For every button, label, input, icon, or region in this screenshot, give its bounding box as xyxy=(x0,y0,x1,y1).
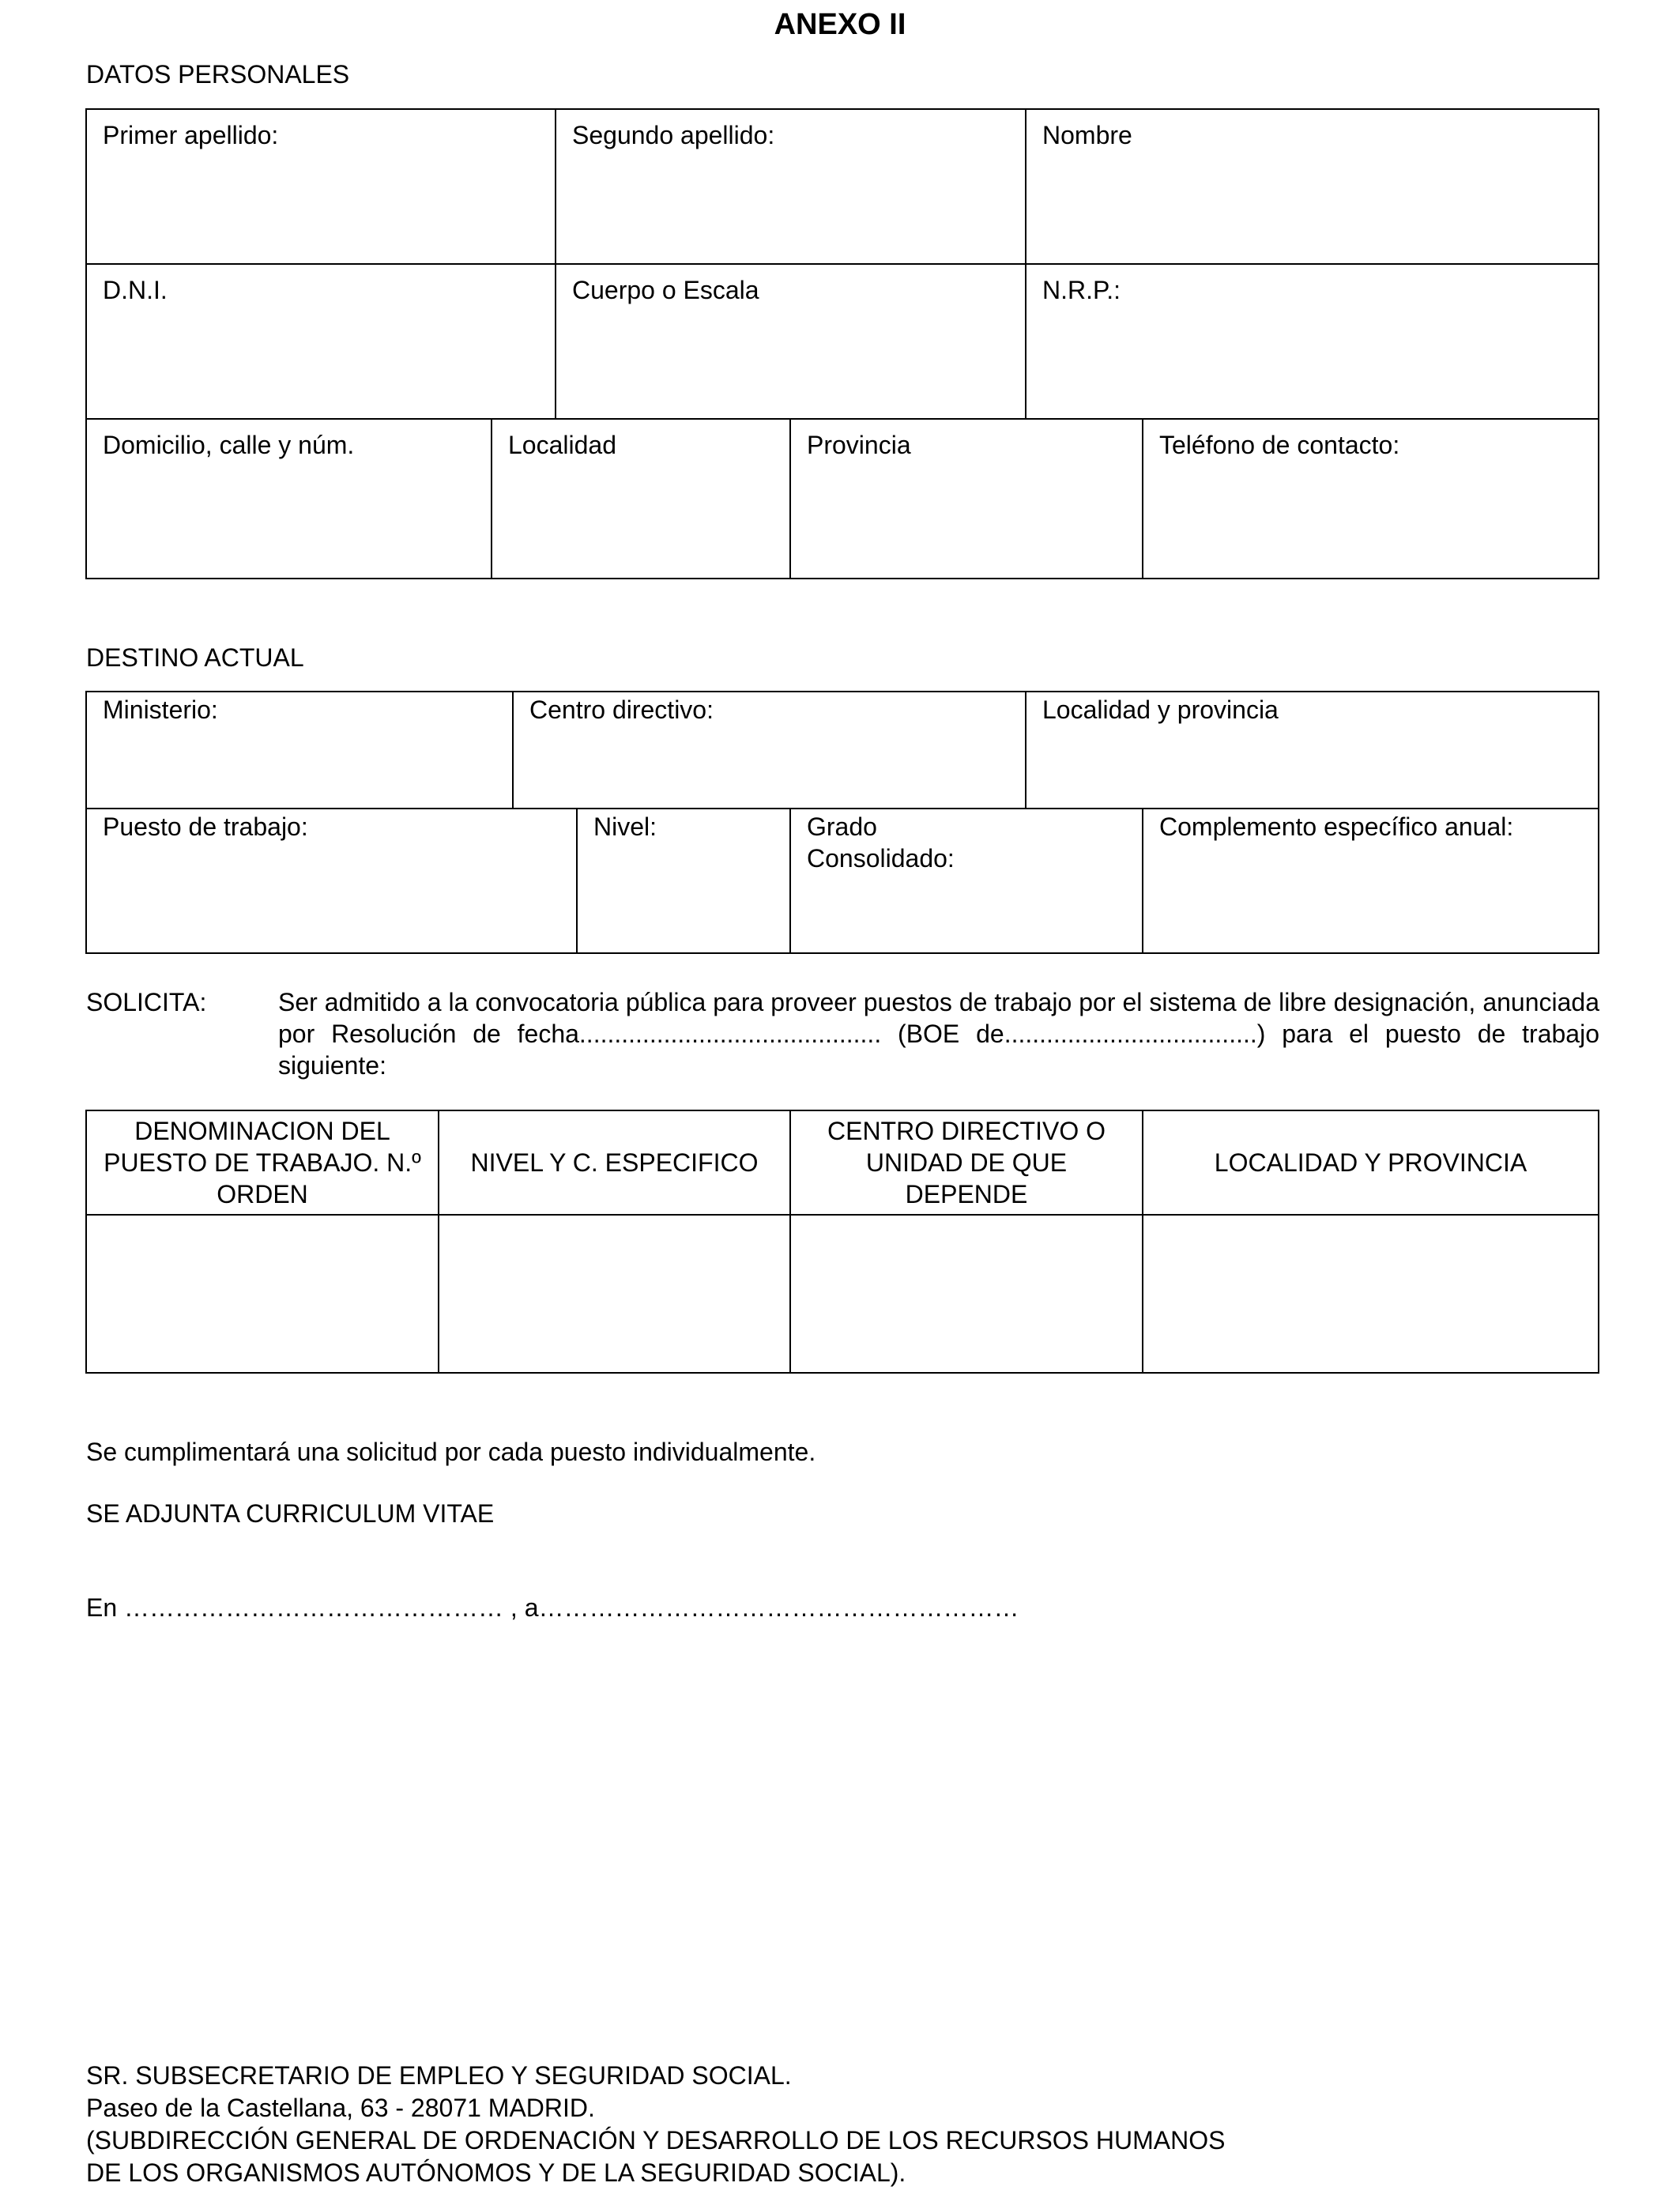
field-label: Teléfono de contacto: xyxy=(1159,431,1400,459)
field-label: Cuerpo o Escala xyxy=(572,276,759,304)
solicita-label: SOLICITA: xyxy=(86,988,207,1016)
field-label: Primer apellido: xyxy=(103,121,279,149)
address-line-4: DE LOS ORGANISMOS AUTÓNOMOS Y DE LA SEGURIDAD SOCIAL). xyxy=(86,2158,906,2187)
field-grado-consolidado[interactable] xyxy=(791,809,1143,952)
datos-personales-table xyxy=(85,108,1599,579)
field-label: Grado Consolidado: xyxy=(807,812,955,873)
field-cuerpo-escala[interactable] xyxy=(556,265,1026,420)
field-label: Provincia xyxy=(807,431,911,459)
field-label: Ministerio: xyxy=(103,696,218,724)
field-label: Localidad y provincia xyxy=(1042,696,1279,724)
field-label: D.N.I. xyxy=(103,276,168,304)
input-localidad-provincia[interactable] xyxy=(1143,1216,1598,1372)
input-centro-directivo[interactable] xyxy=(791,1216,1143,1372)
header-centro-directivo: CENTRO DIRECTIVO O UNIDAD DE QUE DEPENDE xyxy=(791,1111,1143,1216)
page-title: ANEXO II xyxy=(774,8,906,41)
section-heading-destino-actual: DESTINO ACTUAL xyxy=(86,643,304,672)
field-label: Localidad xyxy=(508,431,616,459)
header-localidad-provincia: LOCALIDAD Y PROVINCIA xyxy=(1143,1111,1598,1216)
puestos-table xyxy=(85,1110,1599,1374)
field-label: Nivel: xyxy=(593,812,657,841)
header-denominacion: DENOMINACION DEL PUESTO DE TRABAJO. N.º ORDEN xyxy=(87,1111,439,1216)
address-line-2: Paseo de la Castellana, 63 - 28071 MADRID. xyxy=(86,2094,595,2122)
field-segundo-apellido[interactable] xyxy=(556,110,1026,265)
input-nivel[interactable] xyxy=(439,1216,791,1372)
note-text: Se cumplimentará una solicitud por cada puesto individualmente. xyxy=(86,1438,816,1466)
field-provincia[interactable] xyxy=(791,420,1143,578)
section-heading-datos-personales: DATOS PERSONALES xyxy=(86,60,350,89)
field-nivel[interactable] xyxy=(578,809,791,952)
field-label: Complemento específico anual: xyxy=(1159,812,1514,841)
field-label: Centro directivo: xyxy=(529,696,714,724)
lugar-fecha-line: En ……………………………………… , a………………………………………………… xyxy=(86,1593,1019,1622)
field-domicilio[interactable] xyxy=(87,420,492,578)
field-primer-apellido[interactable] xyxy=(87,110,556,265)
field-label: Puesto de trabajo: xyxy=(103,812,308,841)
field-label: Domicilio, calle y núm. xyxy=(103,431,355,459)
field-centro-directivo[interactable] xyxy=(514,692,1026,809)
input-denominacion[interactable] xyxy=(87,1216,439,1372)
field-ministerio[interactable] xyxy=(87,692,514,809)
field-localidad[interactable] xyxy=(492,420,791,578)
address-line-3: (SUBDIRECCIÓN GENERAL DE ORDENACIÓN Y DESARROLLO DE LOS RECURSOS HUMANOS xyxy=(86,2126,1226,2154)
field-nombre[interactable] xyxy=(1026,110,1598,265)
destino-actual-table xyxy=(85,691,1599,954)
header-nivel: NIVEL Y C. ESPECIFICO xyxy=(439,1111,791,1216)
field-label: N.R.P.: xyxy=(1042,276,1121,304)
field-label: Nombre xyxy=(1042,121,1132,149)
adjunta-text: SE ADJUNTA CURRICULUM VITAE xyxy=(86,1499,495,1528)
field-localidad-provincia[interactable] xyxy=(1026,692,1598,809)
field-complemento-especifico[interactable] xyxy=(1143,809,1598,952)
field-nrp[interactable] xyxy=(1026,265,1598,420)
field-label: Segundo apellido: xyxy=(572,121,775,149)
field-dni[interactable] xyxy=(87,265,556,420)
field-telefono[interactable] xyxy=(1143,420,1598,578)
address-line-1: SR. SUBSECRETARIO DE EMPLEO Y SEGURIDAD SOCIAL. xyxy=(86,2061,792,2090)
solicita-text: Ser admitido a la convocatoria pública para proveer puestos de trabajo por el sistema de libre designación, anunciada por Resolución de fecha........................................... (BOE de....................................) para el puesto de trabajo siguiente: xyxy=(278,988,1599,1080)
field-puesto-trabajo[interactable] xyxy=(87,809,578,952)
